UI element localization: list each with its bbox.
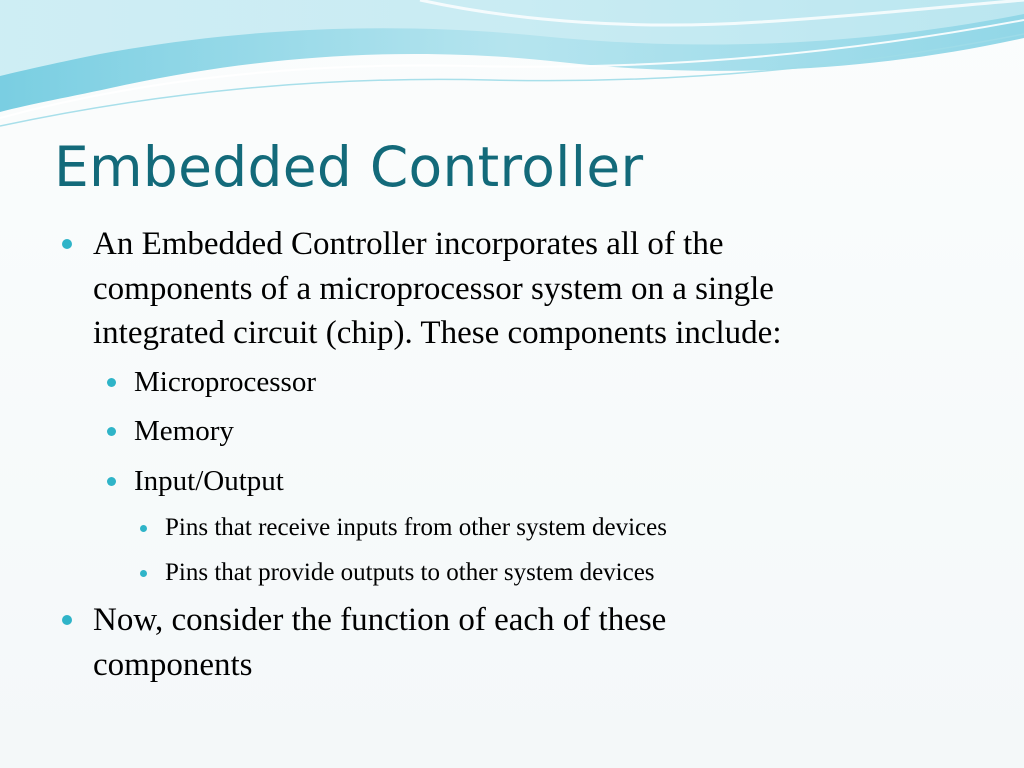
bullet-line: components of a microprocessor system on a single	[93, 270, 774, 307]
bullet-dot-icon	[62, 239, 72, 249]
bullet-item	[58, 598, 978, 687]
sub-bullet-item	[58, 407, 978, 457]
sub-sub-bullet-item	[58, 506, 978, 551]
sub-bullet-text: Memory	[134, 415, 234, 447]
bullet-item	[58, 222, 978, 356]
sub-bullet-item	[58, 457, 978, 507]
bullet-line: integrated circuit (chip). These components include:	[93, 315, 782, 351]
sub-sub-bullet-text: Pins that provide outputs to other system devices	[165, 558, 655, 586]
bullet-dot-icon	[107, 477, 116, 486]
sub-bullet-text: Microprocessor	[134, 365, 317, 398]
bullet-line: components	[93, 646, 253, 683]
bullet-dot-icon	[140, 525, 147, 532]
bullet-line: Now, consider the function of each of these	[93, 602, 667, 638]
header-wave-decoration	[0, 0, 1024, 130]
bullet-dot-icon	[107, 427, 116, 436]
slide-title: Embedded Controller	[54, 135, 644, 199]
bullet-dot-icon	[107, 378, 116, 387]
bullet-line: An Embedded Controller incorporates all of the	[93, 226, 724, 262]
bullet-dot-icon	[62, 615, 72, 625]
sub-bullet-text: Input/Output	[134, 464, 284, 497]
slide-body	[58, 222, 978, 691]
sub-bullet-item	[58, 358, 978, 408]
sub-sub-bullet-text: Pins that receive inputs from other system devices	[165, 514, 667, 541]
sub-sub-bullet-item	[58, 551, 978, 596]
bullet-dot-icon	[140, 570, 147, 577]
